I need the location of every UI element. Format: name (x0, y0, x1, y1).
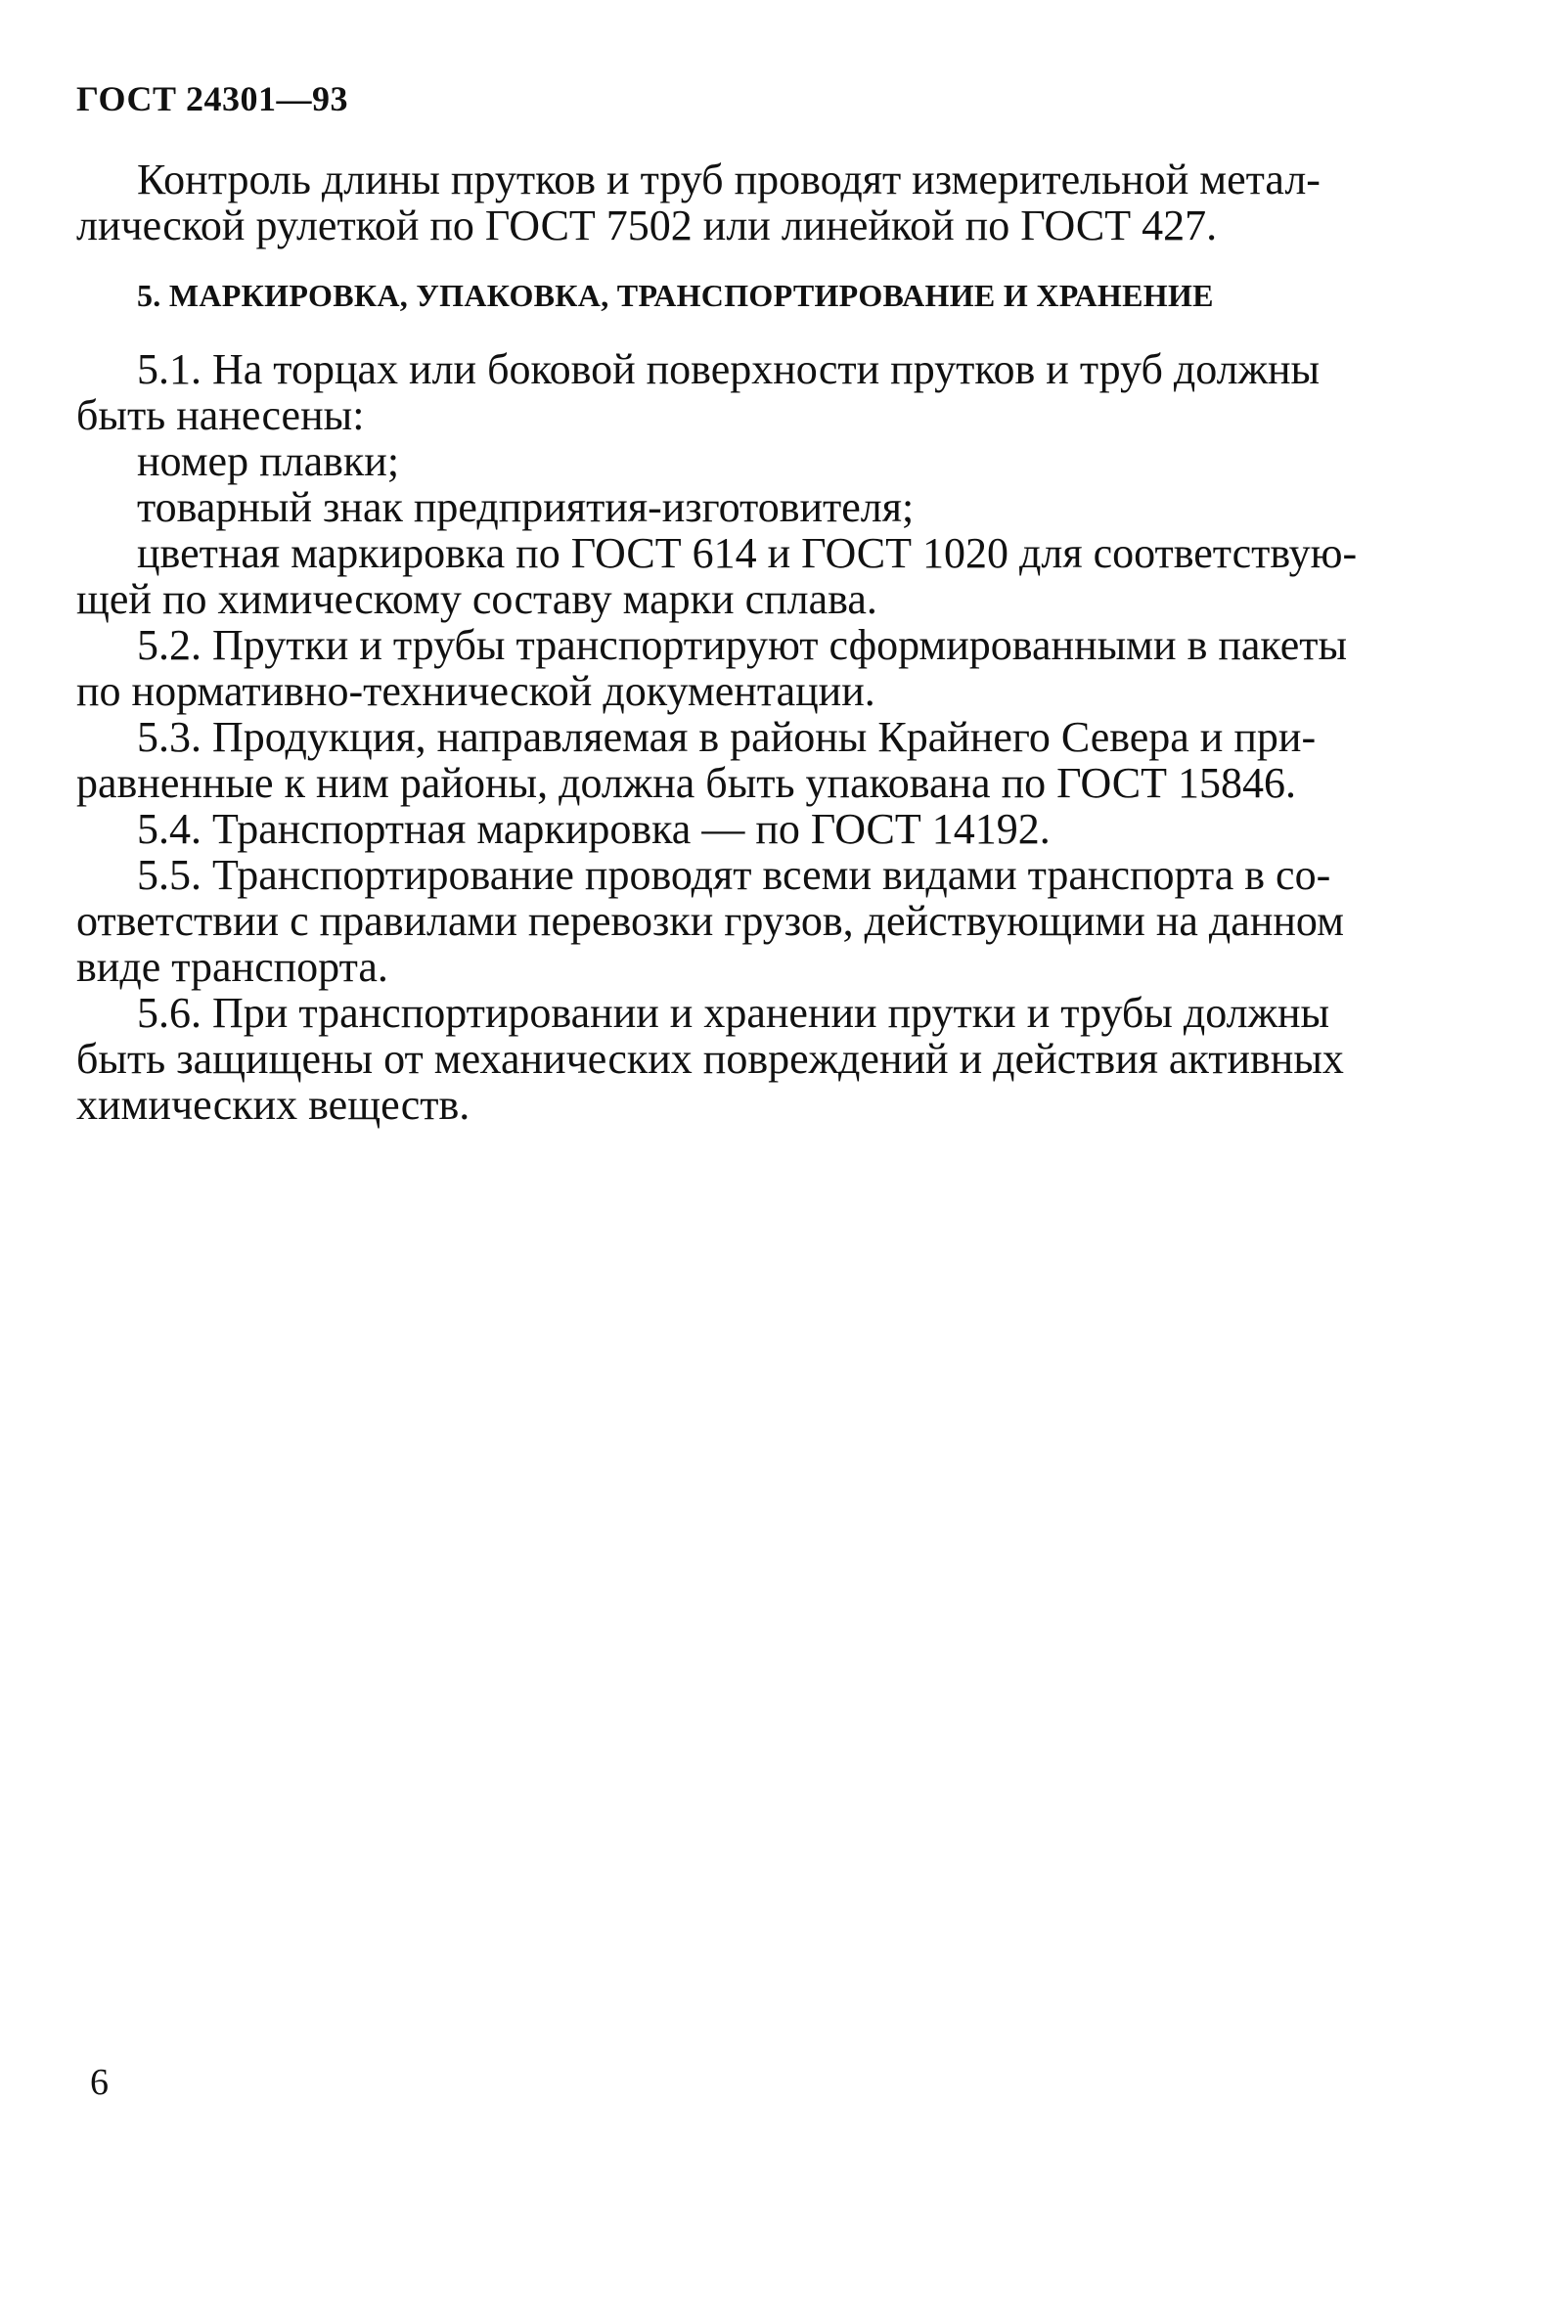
clause-5-2-line-2: по нормативно-технической документации. (76, 667, 875, 715)
clause-5-3-line-1: 5.3. Продукция, направляемая в районы Крайнего Севера и при- (137, 713, 1317, 761)
intro-line-1: Контроль длины прутков и труб проводят измерительной метал- (137, 156, 1321, 203)
section-5-heading: 5. МАРКИРОВКА, УПАКОВКА, ТРАНСПОРТИРОВАНИЕ И ХРАНЕНИЕ (137, 278, 1214, 313)
intro-line-2: лической рулеткой по ГОСТ 7502 или линейкой по ГОСТ 427. (76, 201, 1218, 249)
clause-5-1-line-2: быть нанесены: (76, 391, 365, 439)
document-body (76, 156, 1446, 1128)
clause-5-3 (76, 714, 1446, 806)
clause-5-5-line-3: виде транспорта. (76, 943, 388, 991)
document-code-header: ГОСТ 24301—93 (76, 79, 348, 118)
clause-5-1-item-color-marking (76, 530, 1446, 622)
clause-5-1-item-heat-number: номер плавки; (137, 437, 400, 485)
clause-5-2-line-1: 5.2. Прутки и трубы транспортируют сформированными в пакеты (137, 621, 1348, 669)
clause-5-6-line-3: химических веществ. (76, 1081, 470, 1129)
clause-5-5 (76, 852, 1446, 990)
intro-paragraph (76, 156, 1446, 248)
clause-5-1 (76, 346, 1446, 438)
clause-5-6-line-2: быть защищены от механических повреждений и действия активных (76, 1035, 1344, 1083)
clause-5-3-line-2: равненные к ним районы, должна быть упакована по ГОСТ 15846. (76, 759, 1296, 807)
clause-5-2 (76, 622, 1446, 714)
clause-5-1-item3-line-1: цветная маркировка по ГОСТ 614 и ГОСТ 1020 для соответствую- (137, 529, 1358, 577)
clause-5-4-line-1: 5.4. Транспортная маркировка — по ГОСТ 14192. (137, 805, 1051, 853)
clause-5-1-line-1: 5.1. На торцах или боковой поверхности прутков и труб должны (137, 345, 1321, 393)
page-number: 6 (90, 2062, 109, 2103)
clause-5-5-line-2: ответствии с правилами перевозки грузов, действующими на данном (76, 897, 1344, 945)
clause-5-5-line-1: 5.5. Транспортирование проводят всеми видами транспорта в со- (137, 851, 1331, 899)
clause-5-4 (76, 806, 1446, 852)
clause-5-1-item3-line-2: щей по химическому составу марки сплава. (76, 575, 877, 623)
clause-5-1-item-trademark: товарный знак предприятия-изготовителя; (137, 483, 915, 531)
clause-5-6 (76, 990, 1446, 1128)
clause-5-6-line-1: 5.6. При транспортировании и хранении прутки и трубы должны (137, 989, 1330, 1037)
